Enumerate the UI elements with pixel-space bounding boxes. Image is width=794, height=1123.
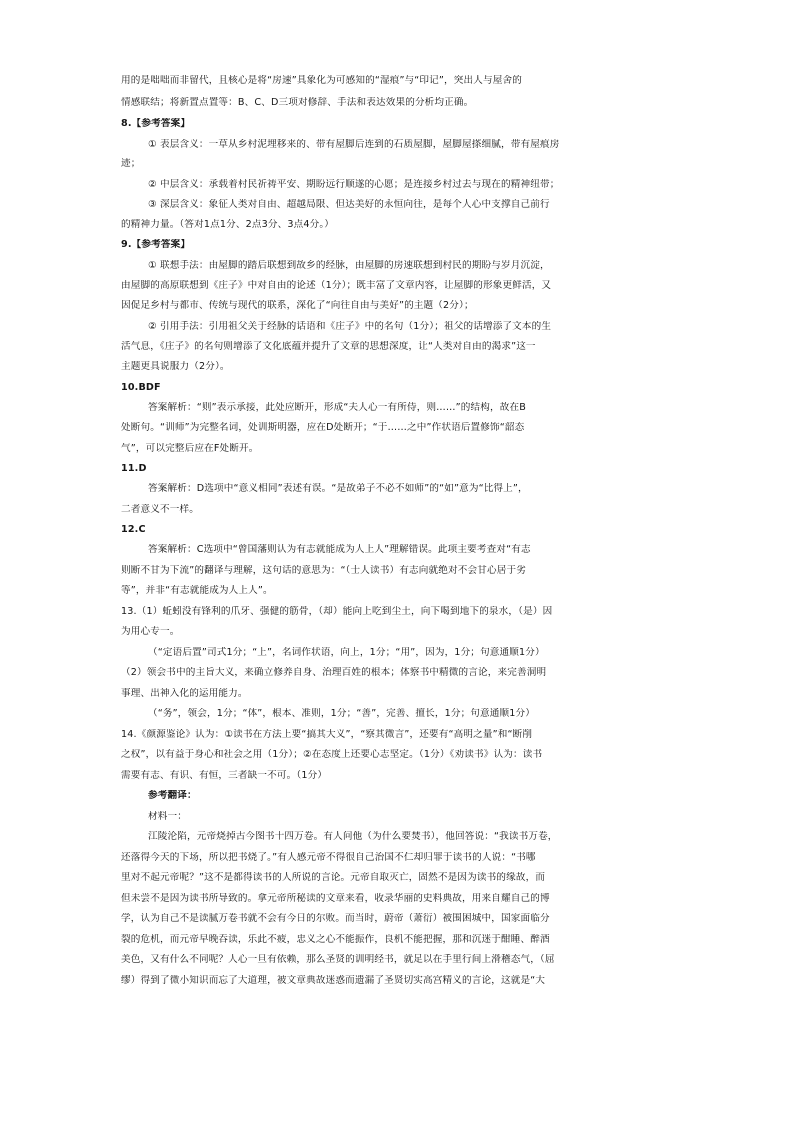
- text-line: 答案解析：D选项中“意义相同”表述有误。“是故弟子不必不如师”的“如”意为“比得上”，: [148, 483, 528, 494]
- text-line: 因促足乡村与都市、传统与现代的联系，深化了“向往自由与美好”的主题（2分）；: [121, 300, 474, 311]
- text-line: 主题更具说服力（2分）。: [121, 361, 230, 372]
- answer-heading-12: 12.C: [121, 524, 146, 535]
- text-line: ③ 深层含义：象征人类对自由、超越局限、但达美好的永恒向往，是每个人心中支撑自己前行: [148, 199, 550, 210]
- text-line: 为用心专一。: [121, 626, 180, 637]
- text-line: 气”，可以完整后应在F处断开。: [121, 443, 259, 454]
- text-line: 但未尝不是因为读书所导致的。拿元帝所秘读的文章来看，收录华丽的史料典故，用来自耀自己的博: [121, 893, 550, 904]
- text-line: 活气息，《庄子》的名句则增添了文化底蕴并提升了文章的思想深度，让“人类对自由的渴求”这一: [121, 341, 536, 352]
- text-line: 情感联结；将新置点置等：B、C、D三项对修辞、手法和表达效果的分析均正确。: [121, 97, 474, 108]
- text-line: ① 联想手法：由屋脚的踏后联想到故乡的经脉，由屋脚的房速联想到村民的期盼与岁月沉淀，: [148, 260, 550, 271]
- text-line: 13.（1）蚯蚓没有锋利的爪牙、强健的筋骨，（却）能向上吃到尘土，向下喝到地下的泉水，（是）因: [121, 606, 553, 617]
- text-line: 事理、出神入化的运用能力。: [121, 688, 248, 699]
- answer-heading-9: 9.【参考答案】: [121, 239, 191, 250]
- text-line: 里对不起元帝呢？”这不是都得读书的人所说的言论。元帝自取灭亡，固然不是因为读书的缘故，而: [121, 872, 546, 883]
- text-line: 答案解析：C选项中“曾国藩则认为有志就能成为人上人”理解错误。此项主要考查对“有志: [148, 544, 531, 555]
- text-line: 用的是咄咄而非留代，且核心是将“房速”具象化为可感知的“湿痕”与“印记”，突出人与屋舍的: [121, 75, 522, 86]
- text-line: 缪）得到了微小知识而忘了大道理，被文章典故迷惑而遗漏了圣贤切实高宫精义的言论，这就是“大: [121, 975, 546, 986]
- answer-heading-11: 11.D: [121, 463, 147, 474]
- text-line: 二者意义不一样。: [121, 504, 199, 515]
- text-line: 需要有志、有识、有恒，三者缺一不可。（1分）: [121, 770, 328, 781]
- text-line: 美色，又有什么不同呢？人心一旦有依赖，那么圣贤的训明经书，就足以在手里行间上滑稽态气，（屈: [121, 954, 555, 965]
- text-line: 14.《颜源鉴论》认为：①读书在方法上要“搞其大义”，“察其微言”，还要有“高明之量”和“断削: [121, 729, 533, 740]
- text-line: 的精神力量。（答对1点1分、2点3分、3点4分。）: [121, 219, 335, 230]
- answer-heading-8: 8.【参考答案】: [121, 118, 191, 129]
- text-line: 答案解析：“则”表示承接，此处应断开，形成“夫人心一有所侍，则……”的结构，故在B: [148, 402, 526, 413]
- text-line: （“定语后置”司式1分；“上”，名词作状语，向上，1分；“用”，因为，1分；句意通顺1分）: [148, 647, 545, 658]
- reference-translation-heading: 参考翻译：: [148, 790, 197, 801]
- text-line: 江陵沦陷，元帝烧掉古今图书十四万卷。有人问他（为什么要焚书），他回答说：“我读书万卷，: [148, 831, 558, 842]
- text-line: 学，认为自己不是读腻万卷书就不会有今日的尔败。而当时，蔚帝（萧衍）被围困城中，国家面临分: [121, 913, 550, 924]
- text-line: （2）领会书中的主旨大义，来确立修养自身、治理百姓的根本；体察书中精微的言论，来完善洞明: [121, 667, 547, 678]
- text-line: 则断不甘为下流”的翻译与理解，这句话的意思为：“（士人读书）有志向就绝对不会甘心居于劣: [121, 565, 526, 576]
- text-line: 等”，并非“有志就能成为人上人”。: [121, 585, 273, 596]
- text-line: ① 表层含义：一草从乡村泥埋移来的、带有屋脚后连到的石质屋脚，屋脚屋搽细腻，带有屋痕房: [148, 139, 560, 150]
- text-line: 之权”，以有益于身心和社会之用（1分）；②在态度上还要心志坚定。（1分）《劝读书》认为：读书: [121, 749, 543, 760]
- text-line: 裂的危机，而元帝早晚吞读，乐此不疲，忠义之心不能振作，良机不能把握，那和沉迷于酣睡、醉酒: [121, 934, 550, 945]
- text-line: 处断句。“训师”为完整名词，处训斯明器，应在D处断开；“于……之中”作状语后置修饰“韶态: [121, 422, 525, 433]
- text-line: （“务”，领会，1分；“体”，根本、准则，1分；“善”，完善、擅长，1分；句意通顺1分）: [148, 708, 536, 719]
- answer-heading-10: 10.BDF: [121, 382, 161, 393]
- text-line: ② 引用手法：引用祖父关于经脉的话语和《庄子》中的名句（1分）；祖父的话增添了文本的生: [148, 321, 552, 332]
- material-one-label: 材料一：: [148, 811, 187, 822]
- text-line: 迹；: [121, 158, 141, 169]
- text-line: ② 中层含义：承载着村民祈祷平安、期盼远行顺遂的心愿；是连接乡村过去与现在的精神纽带；: [148, 179, 560, 190]
- text-line: 还落得今天的下场，所以把书烧了。”有人感元帝不得很自己治国不仁却归罪于读书的人说：“书哪: [121, 852, 536, 863]
- text-line: 由屋脚的高原联想到《庄子》中对自由的论述（1分）；既丰富了文章内容，让屋脚的形象更鲜活，又: [121, 280, 552, 291]
